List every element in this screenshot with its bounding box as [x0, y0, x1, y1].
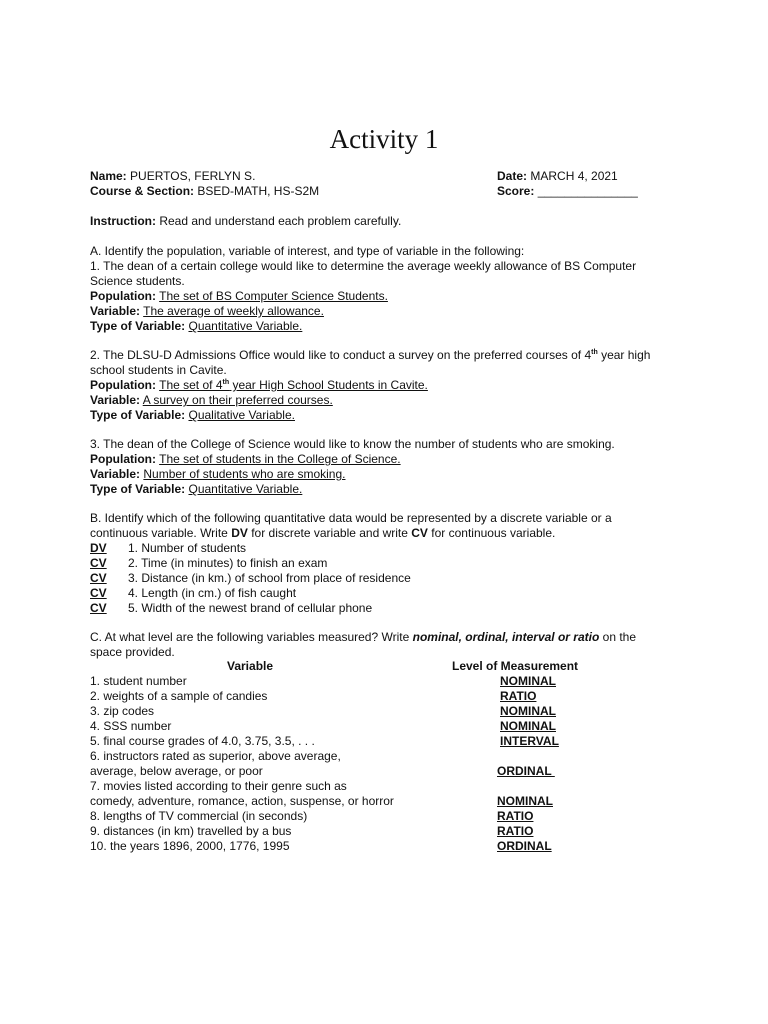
name-value: PUERTOS, FERLYN S. — [130, 169, 256, 183]
q1-population — [90, 289, 388, 304]
part-c-row: 10. the years 1896, 2000, 1776, 1995 — [90, 839, 290, 853]
course-label: Course & Section: — [90, 184, 195, 198]
part-c-level: ORDINAL — [497, 764, 555, 778]
part-c-row: 4. SSS number — [90, 719, 172, 733]
q2-population-text: The set of 4 — [159, 378, 223, 392]
q2-population — [90, 378, 428, 393]
q2-line1 — [90, 348, 650, 363]
part-b-item-text: 4. Length (in cm.) of fish caught — [128, 586, 297, 600]
part-b-answer: CV — [90, 556, 107, 570]
score-line — [497, 184, 638, 199]
part-b-item — [90, 571, 411, 586]
q2-line2: school students in Cavite. — [90, 363, 227, 377]
q3-line1: 3. The dean of the College of Science would like to know the number of students who are smoking. — [90, 437, 615, 451]
part-c-level: ORDINAL — [497, 839, 552, 853]
instruction-label: Instruction: — [90, 214, 156, 228]
col-header-variable: Variable — [227, 659, 274, 673]
q3-type-answer: Quantitative Variable. — [188, 482, 303, 496]
q1-variable-answer: The average of weekly allowance. — [143, 304, 324, 318]
part-b-line1: B. Identify which of the following quantitative data would be represented by a discrete variable or a — [90, 511, 612, 525]
part-c-row: comedy, adventure, romance, action, suspense, or horror — [90, 794, 394, 808]
part-c-level: NOMINAL — [500, 674, 556, 688]
part-b-line2-text: continuous variable. Write — [90, 526, 232, 540]
date-line — [497, 169, 618, 184]
part-c-line2: space provided. — [90, 645, 175, 659]
course-line — [90, 184, 319, 199]
page-title: Activity 1 — [329, 124, 439, 154]
instruction-text: Read and understand each problem carefully. — [159, 214, 402, 228]
q3-population-answer: The set of students in the College of Science. — [159, 452, 401, 466]
population-label: Population: — [90, 378, 156, 392]
col-header-level: Level of Measurement — [452, 659, 579, 673]
part-b-answer: DV — [90, 541, 107, 555]
course-value: BSED-MATH, HS-S2M — [197, 184, 320, 198]
q3-type — [90, 482, 302, 497]
part-b-answer: CV — [90, 601, 107, 615]
part-a-intro: A. Identify the population, variable of interest, and type of variable in the following: — [90, 244, 525, 258]
q2-type-answer: Qualitative Variable. — [188, 408, 295, 422]
q3-variable-answer: Number of students who are smoking. — [143, 467, 346, 481]
variable-label: Variable: — [90, 467, 141, 481]
type-label: Type of Variable: — [90, 408, 186, 422]
part-b-item — [90, 586, 296, 601]
q2-variable-answer: A survey on their preferred courses. — [142, 393, 333, 407]
q2-population-answer — [159, 378, 428, 392]
instruction-line — [90, 214, 401, 229]
name-line — [90, 169, 255, 184]
q2-line1-text: 2. The DLSU-D Admissions Office would like to conduct a survey on the preferred courses of 4 — [90, 348, 592, 362]
q1-line2: Science students. — [90, 274, 185, 288]
part-c-level: INTERVAL — [500, 734, 559, 748]
date-value: MARCH 4, 2021 — [530, 169, 618, 183]
part-c-level: NOMINAL — [500, 704, 556, 718]
q3-population — [90, 452, 401, 467]
dv-keyword: DV — [231, 526, 248, 540]
part-c-row: 6. instructors rated as superior, above average, — [90, 749, 341, 763]
part-c-level: NOMINAL — [500, 719, 556, 733]
part-c-row: 2. weights of a sample of candies — [90, 689, 268, 703]
q1-variable — [90, 304, 324, 319]
variable-label: Variable: — [90, 393, 141, 407]
part-c-level: RATIO — [497, 824, 534, 838]
part-b-item — [90, 556, 327, 571]
variable-label: Variable: — [90, 304, 141, 318]
population-label: Population: — [90, 289, 156, 303]
part-c-levels: nominal, ordinal, interval or ratio — [412, 630, 600, 644]
part-c-row: 8. lengths of TV commercial (in seconds) — [90, 809, 308, 823]
q2-variable — [90, 393, 333, 408]
q2-type — [90, 408, 295, 423]
part-b-answer: CV — [90, 571, 107, 585]
part-b-line2-tail: for continuous variable. — [427, 526, 556, 540]
part-b-item-text: 3. Distance (in km.) of school from place of residence — [128, 571, 411, 585]
part-c-row: 5. final course grades of 4.0, 3.75, 3.5, . . . — [90, 734, 315, 748]
q2-population-tail: year High School Students in Cavite. — [229, 378, 428, 392]
part-b-line2-mid: for discrete variable and write — [247, 526, 412, 540]
part-c-line1 — [90, 630, 636, 645]
part-c-row: 3. zip codes — [90, 704, 155, 718]
part-b-item — [90, 601, 372, 616]
q1-line1: 1. The dean of a certain college would like to determine the average weekly allowance of BS Computer — [90, 259, 637, 273]
q2-line1-sup: th — [591, 349, 598, 356]
part-b-item-text: 1. Number of students — [128, 541, 247, 555]
part-c-level: RATIO — [500, 689, 537, 703]
part-c-row: 7. movies listed according to their genre such as — [90, 779, 347, 793]
part-b-item-text: 2. Time (in minutes) to finish an exam — [128, 556, 328, 570]
part-c-row: 1. student number — [90, 674, 187, 688]
q1-type-answer: Quantitative Variable. — [188, 319, 303, 333]
part-b-item-text: 5. Width of the newest brand of cellular phone — [128, 601, 373, 615]
part-c-row: 9. distances (in km) travelled by a bus — [90, 824, 292, 838]
type-label: Type of Variable: — [90, 319, 186, 333]
part-c-line1-text: C. At what level are the following variables measured? Write — [90, 630, 413, 644]
type-label: Type of Variable: — [90, 482, 186, 496]
part-c-level: RATIO — [497, 809, 534, 823]
part-b-answer: CV — [90, 586, 107, 600]
cv-keyword: CV — [411, 526, 428, 540]
q2-line1-tail: year high — [597, 348, 651, 362]
part-b-item — [90, 541, 246, 556]
q3-variable — [90, 467, 345, 482]
part-b-line2 — [90, 526, 555, 541]
part-c-row: average, below average, or poor — [90, 764, 263, 778]
name-label: Name: — [90, 169, 127, 183]
score-value: _______________ — [537, 184, 638, 198]
q2-population-sup: th — [222, 379, 230, 386]
score-label: Score: — [497, 184, 535, 198]
q1-type — [90, 319, 302, 334]
part-c-line1-tail: on the — [599, 630, 637, 644]
part-c-level: NOMINAL — [497, 794, 553, 808]
date-label: Date: — [497, 169, 528, 183]
q1-population-answer: The set of BS Computer Science Students. — [159, 289, 388, 303]
population-label: Population: — [90, 452, 156, 466]
